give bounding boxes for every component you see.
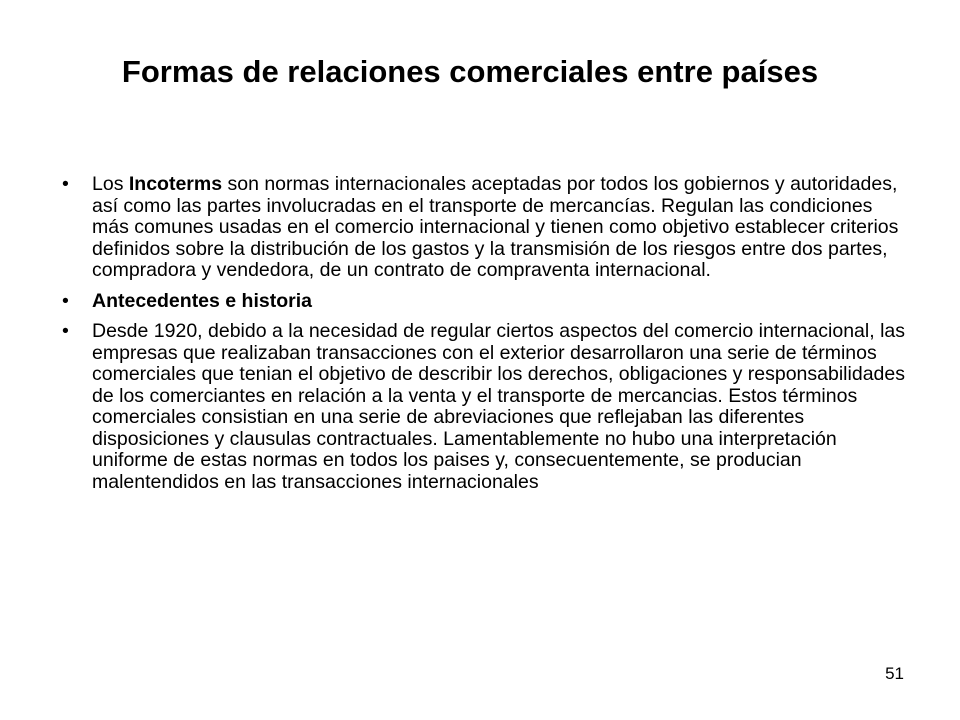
item-text: Desde 1920, debido a la necesidad de regular ciertos aspectos del comercio internacional, las empresas que realizaban transacciones con el exterior desarrollaron una serie de términos comerciales que tenian el objetivo de describir los derechos, obligaciones y responsabilidades de los comerciantes en relación a la venta y el transporte de mercancias. Estos términos comerciales consistian en una serie de abreviaciones que reflejaban las diferentes disposiciones y clausulas contractuales. Lamentablemente no hubo una interpretación uniforme de estas normas en todos los paises y, consecuentemente, se producian malentendidos en las transacciones internacionales bbox=[92, 320, 905, 493]
item-prefix: Los bbox=[92, 173, 129, 195]
list-item-historia bbox=[62, 321, 912, 493]
bullet-icon: • bbox=[62, 320, 69, 342]
bullet-icon: • bbox=[62, 289, 69, 312]
page-number: 51 bbox=[885, 664, 904, 683]
list-item-antecedentes bbox=[62, 291, 912, 313]
item-heading: Antecedentes e historia bbox=[92, 289, 312, 312]
item-keyword: Incoterms bbox=[128, 173, 223, 195]
item-text: son normas internacionales aceptadas por todos los gobiernos y autoridades, así como las partes involucradas en el transporte de mercancías. Regulan las condiciones más comunes usadas en el comercio internacional y tienen como objetivo establecer criterios definidos sobre la distribución de los gastos y la transmisión de los riesgos entre dos partes, compradora y vendedora, de un contrato de compraventa internacional. bbox=[92, 173, 899, 281]
slide-title: Formas de relaciones comerciales entre países bbox=[121, 54, 819, 89]
list-item-incoterms bbox=[62, 174, 912, 282]
bullet-list bbox=[62, 174, 912, 502]
bullet-icon: • bbox=[62, 173, 69, 195]
